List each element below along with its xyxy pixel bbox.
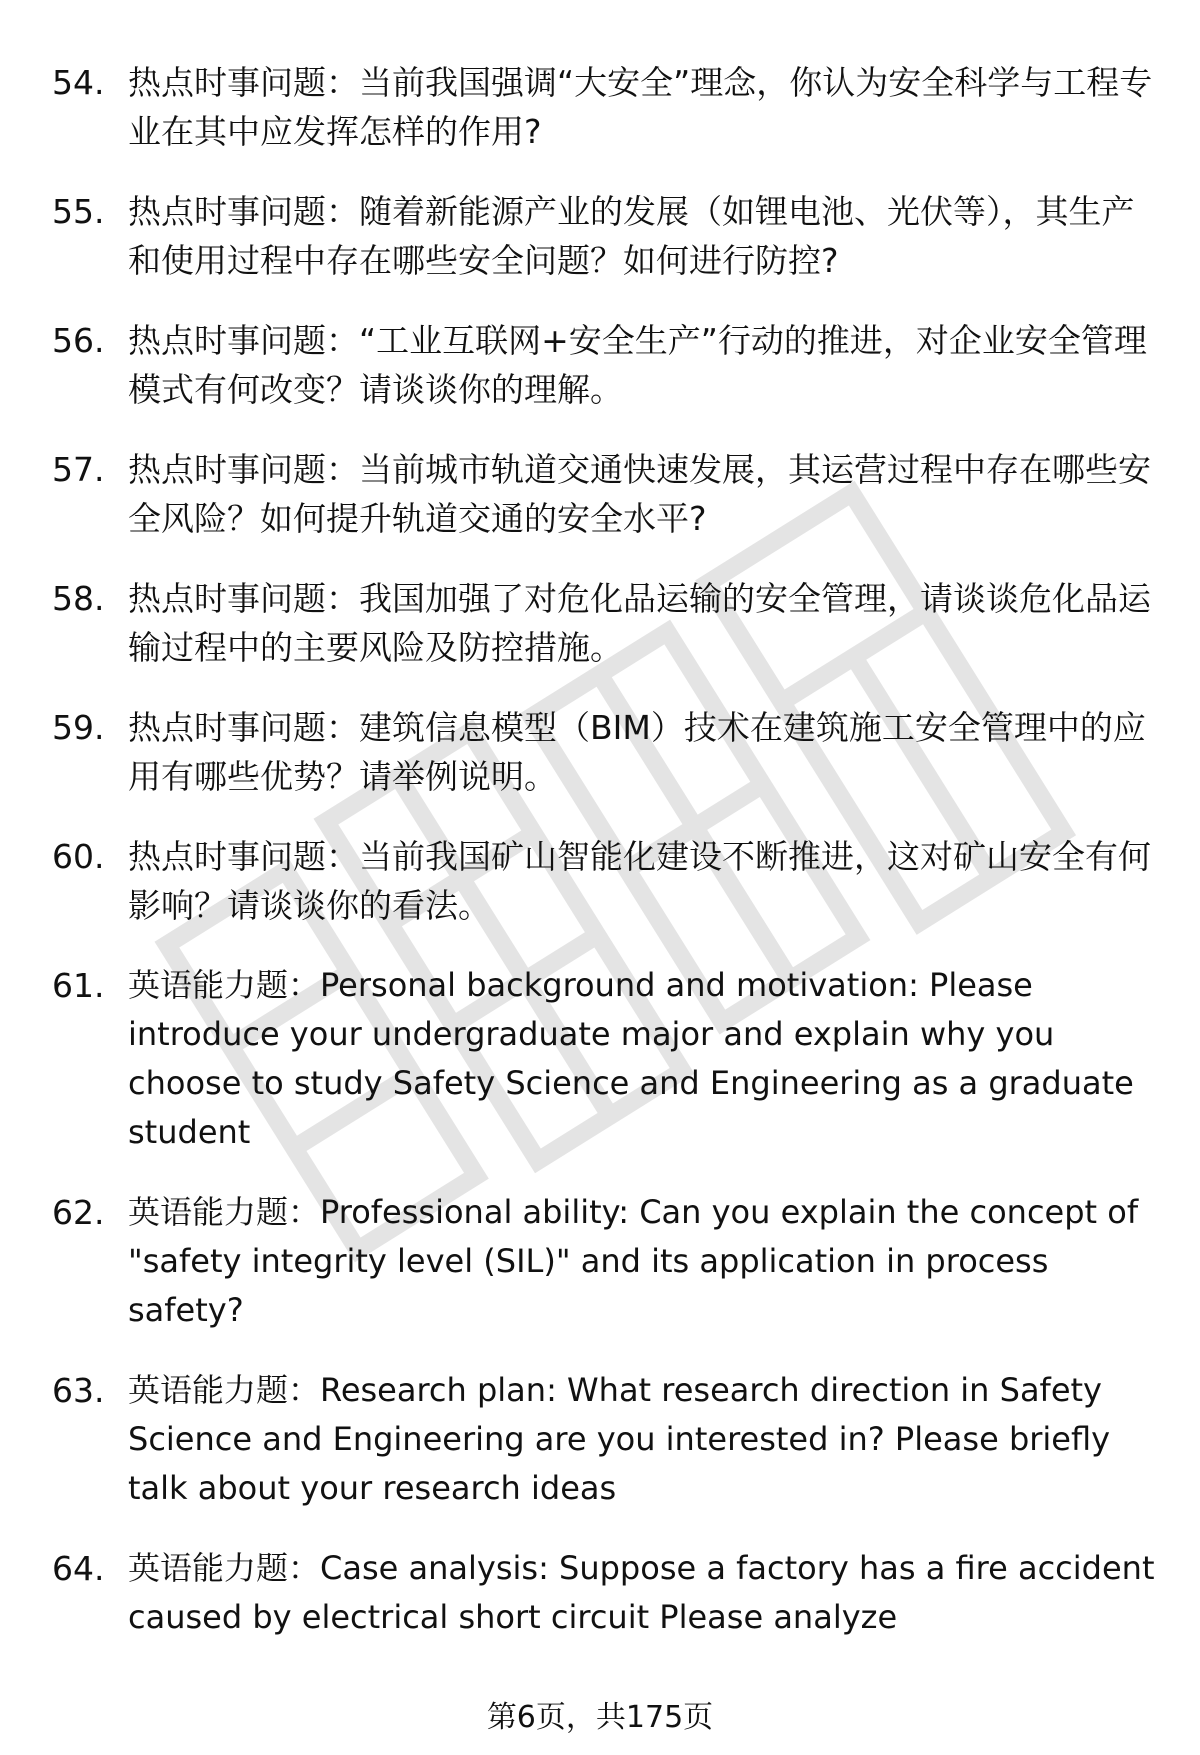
question-number: 54.: [52, 63, 105, 102]
question-body: 建筑信息模型（BIM）技术在建筑施工安全管理中的应用有哪些优势？请举例说明。: [128, 708, 1146, 796]
question-item: [0, 1188, 1200, 1335]
question-number: 63.: [52, 1371, 105, 1410]
question-category: 英语能力题：: [128, 966, 321, 1004]
question-category: 热点时事问题：: [128, 63, 359, 102]
question-text: [128, 187, 1158, 285]
question-body: Personal background and motivation: Please introduce your undergraduate major and explain why you choose to study Safety Science and Engineering as a graduate student: [128, 966, 1134, 1151]
question-item: [0, 316, 1200, 414]
question-text: [128, 961, 1158, 1157]
question-number: 55.: [52, 192, 105, 231]
question-category: 英语能力题：: [128, 1193, 321, 1231]
question-item: [0, 445, 1200, 543]
question-item: [0, 187, 1200, 285]
question-text: [128, 1188, 1158, 1335]
question-text: [128, 1366, 1158, 1513]
question-body: Research plan: What research direction in Safety Science and Engineering are you interested in? Please briefly talk about your research ideas: [128, 1371, 1111, 1507]
question-category: 热点时事问题：: [128, 708, 359, 747]
question-body: Professional ability: Can you explain the concept of "safety integrity level (SIL)" and its application in process safety?: [128, 1193, 1139, 1329]
question-text: [128, 574, 1158, 672]
question-text: [128, 703, 1158, 801]
question-number: 59.: [52, 708, 105, 747]
question-text: [128, 445, 1158, 543]
question-number: 61.: [52, 966, 105, 1005]
question-category: 热点时事问题：: [128, 450, 359, 489]
question-category: 热点时事问题：: [128, 192, 359, 231]
question-list: [0, 58, 1200, 1673]
question-item: [0, 703, 1200, 801]
question-body: 当前城市轨道交通快速发展，其运营过程中存在哪些安全风险？如何提升轨道交通的安全水平?: [128, 450, 1151, 538]
question-category: 热点时事问题：: [128, 837, 359, 876]
question-text: [128, 58, 1158, 156]
question-category: 热点时事问题：: [128, 321, 359, 360]
question-text: [128, 832, 1158, 930]
question-item: [0, 574, 1200, 672]
question-category: 英语能力题：: [128, 1371, 321, 1409]
question-body: Case analysis: Suppose a factory has a fire accident caused by electrical short circuit Please analyze: [128, 1549, 1155, 1636]
question-text: [128, 316, 1158, 414]
question-body: 随着新能源产业的发展（如锂电池、光伏等），其生产和使用过程中存在哪些安全问题？如何进行防控?: [128, 192, 1135, 280]
question-text: [128, 1544, 1158, 1642]
question-number: 56.: [52, 321, 105, 360]
question-number: 58.: [52, 579, 105, 618]
question-category: 英语能力题：: [128, 1549, 321, 1587]
question-item: [0, 1366, 1200, 1513]
question-body: “工业互联网+安全生产”行动的推进，对企业安全管理模式有何改变？请谈谈你的理解。: [128, 321, 1147, 409]
question-body: 当前我国矿山智能化建设不断推进，这对矿山安全有何影响？请谈谈你的看法。: [128, 837, 1151, 925]
question-number: 57.: [52, 450, 105, 489]
question-number: 60.: [52, 837, 105, 876]
question-body: 当前我国强调“大安全”理念，你认为安全科学与工程专业在其中应发挥怎样的作用?: [128, 63, 1153, 151]
question-item: [0, 832, 1200, 930]
question-category: 热点时事问题：: [128, 579, 359, 618]
question-item: [0, 961, 1200, 1157]
question-number: 62.: [52, 1193, 105, 1232]
question-item: [0, 1544, 1200, 1642]
question-number: 64.: [52, 1549, 105, 1588]
question-body: 我国加强了对危化品运输的安全管理，请谈谈危化品运输过程中的主要风险及防控措施。: [128, 579, 1151, 667]
question-item: [0, 58, 1200, 156]
page-footer: 第6页，共175页: [486, 1700, 714, 1735]
